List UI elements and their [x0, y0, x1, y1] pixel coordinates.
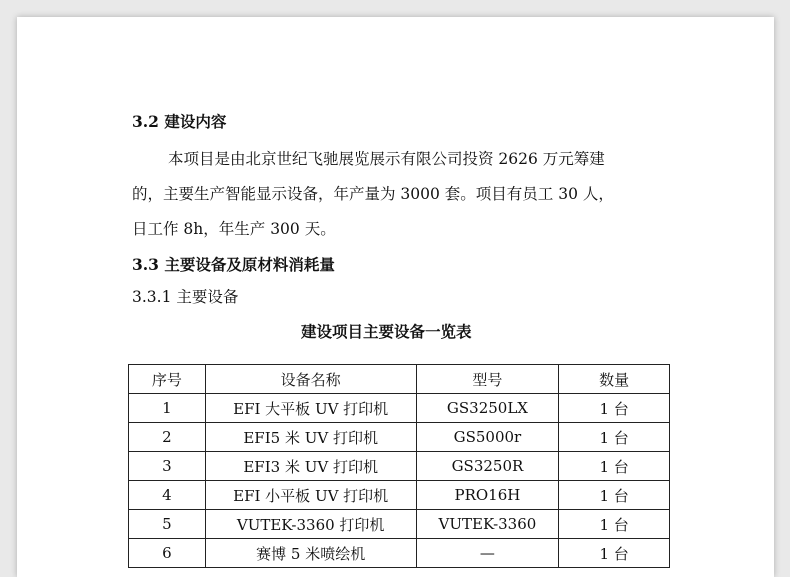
table-row — [129, 481, 670, 510]
section-heading-3-2: 3.2 建设内容 — [132, 112, 227, 131]
cell-index: 1 — [129, 394, 206, 423]
cell-equipment-name: 赛博 5 米喷绘机 — [205, 539, 416, 568]
cell-quantity: 1 台 — [559, 510, 670, 539]
cell-model: — — [416, 539, 559, 568]
document-page — [17, 17, 774, 577]
table-row — [129, 539, 670, 568]
cell-quantity: 1 台 — [559, 481, 670, 510]
cell-model: GS3250LX — [416, 394, 559, 423]
cell-model: PRO16H — [416, 481, 559, 510]
paragraph-line-3: 日工作 8h，年生产 300 天。 — [132, 220, 336, 238]
table-title: 建设项目主要设备一览表 — [301, 322, 472, 341]
equipment-table — [128, 364, 670, 568]
sub-heading-3-3-1: 3.3.1 主要设备 — [132, 288, 239, 306]
cell-model: GS5000r — [416, 423, 559, 452]
cell-equipment-name: EFI5 米 UV 打印机 — [205, 423, 416, 452]
cell-equipment-name: VUTEK-3360 打印机 — [205, 510, 416, 539]
table-row — [129, 394, 670, 423]
cell-index: 3 — [129, 452, 206, 481]
header-quantity: 数量 — [559, 365, 670, 394]
cell-index: 5 — [129, 510, 206, 539]
table-row — [129, 423, 670, 452]
paragraph-line-1: 本项目是由北京世纪飞驰展览展示有限公司投资 2626 万元筹建 — [168, 150, 605, 168]
paragraph-line-2: 的，主要生产智能显示设备，年产量为 3000 套。项目有员工 30 人， — [132, 185, 614, 203]
cell-model: GS3250R — [416, 452, 559, 481]
cell-index: 4 — [129, 481, 206, 510]
cell-quantity: 1 台 — [559, 539, 670, 568]
table-row — [129, 510, 670, 539]
header-equipment-name: 设备名称 — [205, 365, 416, 394]
cell-equipment-name: EFI 大平板 UV 打印机 — [205, 394, 416, 423]
header-model: 型号 — [416, 365, 559, 394]
cell-quantity: 1 台 — [559, 452, 670, 481]
cell-quantity: 1 台 — [559, 423, 670, 452]
section-heading-3-3: 3.3 主要设备及原材料消耗量 — [132, 255, 335, 274]
cell-index: 6 — [129, 539, 206, 568]
cell-quantity: 1 台 — [559, 394, 670, 423]
cell-equipment-name: EFI3 米 UV 打印机 — [205, 452, 416, 481]
cell-index: 2 — [129, 423, 206, 452]
table-header-row — [129, 365, 670, 394]
table-row — [129, 452, 670, 481]
cell-model: VUTEK-3360 — [416, 510, 559, 539]
header-index: 序号 — [129, 365, 206, 394]
cell-equipment-name: EFI 小平板 UV 打印机 — [205, 481, 416, 510]
